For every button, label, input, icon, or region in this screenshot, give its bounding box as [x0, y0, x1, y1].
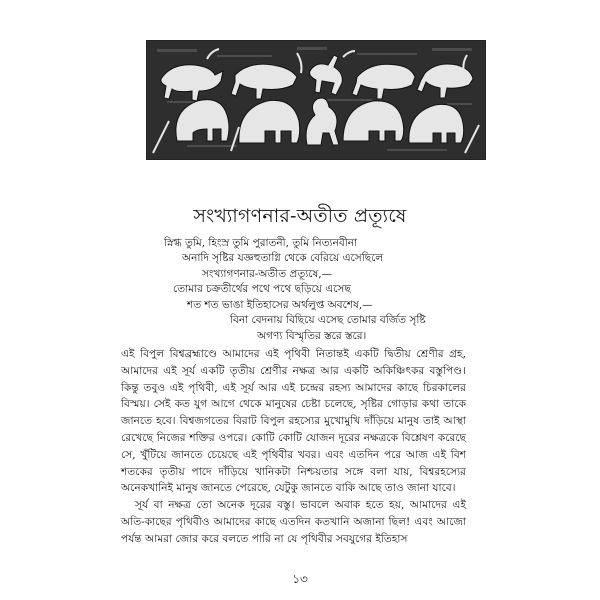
- page-number: ১৩: [292, 572, 308, 586]
- poem-line: তোমার চক্রতীর্থের পথে পথে ছড়িয়ে এসেছ: [173, 283, 351, 295]
- paragraph: এই বিপুল বিশ্বব্রহ্মাণ্ডে আমাদের এই পৃথিবী নিতান্তই একটি দ্বিতীয় শ্রেণীর গ্রহ, আমাদের এই সূর্য একটি তৃতীয় শ্রেণীর নক্ষত্র আর একটি অকিঞ্চিৎকর বস্তুপিণ্ড। কিন্তু তবুও এই পৃথিবী, এই সূর্য আর এই চন্দ্রের রহস্য আমাদের কাছে চিরকালের বিস্ময়। সেই কত যুগ আগে থেকে মানুষের চেষ্টা চলেছে, সৃষ্টির গোড়ার কথা তাকে জানতে হবে। বিশ্বজগতের বিরাট বিপুল রহস্যের মুখোমুখি দাঁড়িয়ে মানুষ তাই আস্থা রেখেছে নিজের শক্তির ওপরে। কোটি কোটি যোজন দূরের নক্ষত্রকে বিশ্লেষণ করেছে সে, খুঁটিয়ে জানতে চেয়েছে এই পৃথিবীর খবর। এবং এতদিন পরে আজ এই বিশ শতকের তৃতীয় পাদে দাঁড়িয়ে খানিকটা নিশ্চয়তার সঙ্গে বলা যায়, বিশ্বরহস্যের অনেকখানিই মানুষ জানতে পেরেছে, যেটুকু জানতে বাকি আছে তাও জানা যাবে।: [121, 348, 466, 495]
- body-text: [121, 346, 466, 548]
- poem-line: শত শত ভাঙা ইতিহাসের অর্থলুপ্ত অবশেষ,—: [187, 299, 373, 311]
- poem-line: অগণ্য বিস্মৃতির স্তরে স্তরে।: [257, 330, 367, 342]
- epigraph-poem: [0, 236, 600, 346]
- paragraph: সূর্য বা নক্ষত্র তো অনেক দূরের বস্তু। ভাবলে অবাক হতে হয়, আমাদের এই অতি-কাছের পৃথিবীও আমাদের কাছে এতদিন কতখানি অজানা ছিল! এবং আজো পর্যন্ত আমরা জোর করে বলতে পারি না যে পৃথিবীর সবযুগের ইতিহাস: [121, 499, 466, 545]
- poem-line: বিনা বেদনায় বিছিয়ে এসেছ তোমার বর্জিত সৃষ্টি: [230, 314, 426, 326]
- poem-line: সংখ্যাগণনার-অতীত প্রত্যূষে,—: [202, 268, 333, 280]
- poem-line: স্নিগ্ধ তুমি, হিংস্র তুমি পুরাতনী, তুমি নিত্যনবীনা: [164, 237, 358, 249]
- cave-painting-animals-icon: [146, 40, 486, 160]
- poem-line: অনাদি সৃষ্টির যজ্ঞহুতাগ্নি থেকে বেরিয়ে এসেছিলে: [182, 252, 384, 264]
- chapter-title: সংখ্যাগণনার-অতীত প্রত্যূষে: [193, 205, 407, 227]
